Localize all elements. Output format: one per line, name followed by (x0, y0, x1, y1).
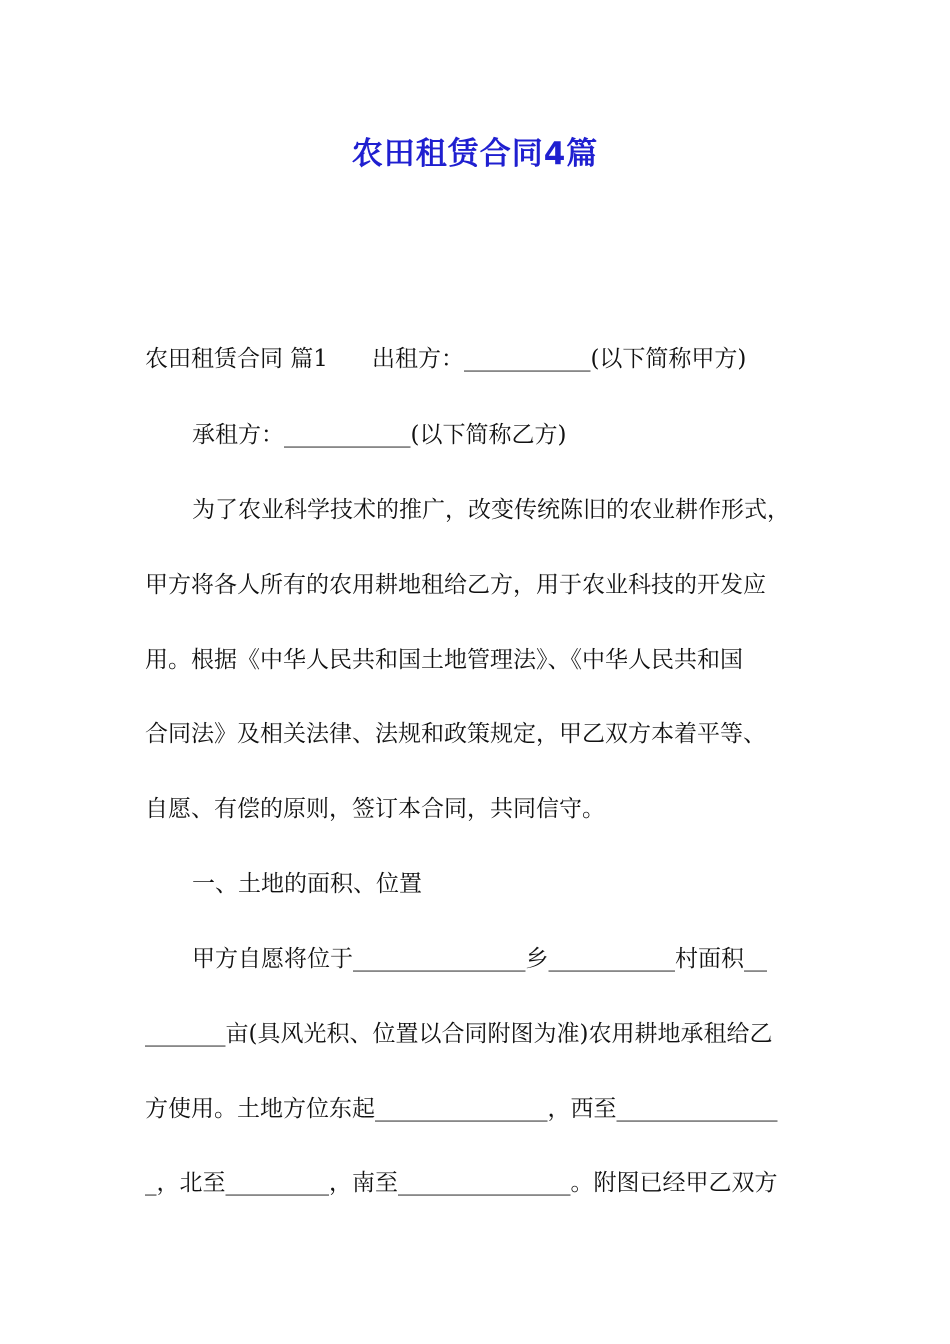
lessor-line: 出租方：___________(以下简称甲方) (371, 346, 747, 372)
intro-paragraph-line-4: 合同法》及相关法律、法规和政策规定，甲乙双方本着平等、 (145, 721, 766, 747)
intro-paragraph-line-2: 甲方将各人所有的农用耕地租给乙方，用于农业科技的开发应 (145, 572, 766, 598)
section-one-heading: 一、土地的面积、位置 (192, 871, 422, 897)
section-one-line-1: 甲方自愿将位于_______________乡___________村面积__ (192, 946, 767, 972)
section-one-line-2: _______亩(具风光积、位置以合同附图为准)农用耕地承租给乙 (145, 1021, 773, 1047)
document-title: 农田租赁合同4篇 (351, 136, 599, 172)
section-one-line-3: 方使用。土地方位东起_______________，西至______________ (145, 1096, 778, 1122)
lessee-line: 承租方：___________(以下简称乙方) (192, 422, 567, 448)
intro-paragraph-line-5: 自愿、有偿的原则，签订本合同，共同信守。 (145, 796, 605, 822)
intro-paragraph-line-3: 用。根据《中华人民共和国土地管理法》、《中华人民共和国 (145, 647, 743, 673)
intro-paragraph-line-1: 为了农业科学技术的推广，改变传统陈旧的农业耕作形式， (192, 497, 790, 523)
first-line (145, 343, 746, 375)
contract-heading-label: 农田租赁合同 篇1 (145, 346, 328, 372)
section-one-line-4: _，北至_________，南至_______________。附图已经甲乙双方 (145, 1170, 778, 1196)
